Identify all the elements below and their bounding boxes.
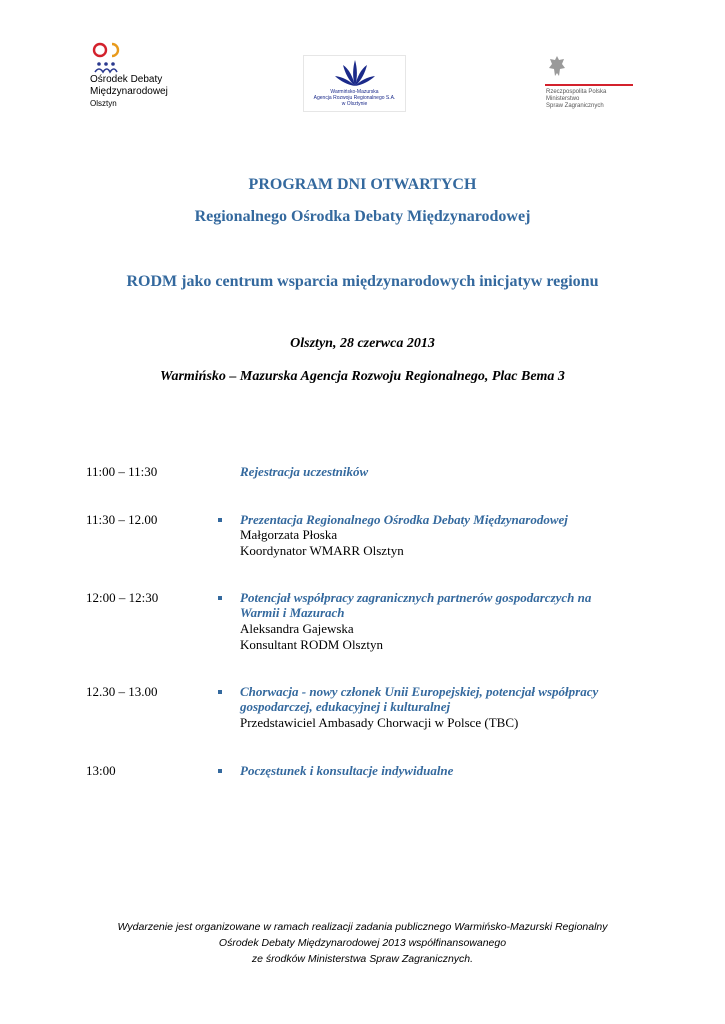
wmarr-logo-line2: Agencja Rozwoju Regionalnego S.A. bbox=[313, 95, 396, 101]
bullet-icon bbox=[217, 596, 225, 604]
bullet-icon bbox=[217, 769, 225, 777]
event-theme: RODM jako centrum wsparcia międzynarodowych inicjatyw regionu bbox=[126, 273, 599, 290]
bullet-icon bbox=[217, 690, 225, 698]
msz-red-line bbox=[545, 84, 633, 86]
footer-line3: ze środków Ministerstwa Spraw Zagranicznych. bbox=[251, 953, 474, 965]
msz-logo-line1: Rzeczpospolita Polska bbox=[546, 89, 607, 95]
footer-line2: Ośrodek Debaty Międzynarodowej 2013 współfinansowanego bbox=[218, 937, 507, 949]
agenda-title-2: Prezentacja Regionalnego Ośrodka Debaty Międzynarodowej bbox=[240, 512, 568, 527]
wmarr-flower-icon bbox=[334, 59, 376, 87]
agenda-speaker-2: Małgorzata Płoska bbox=[240, 527, 338, 542]
program-title: PROGRAM DNI OTWARTYCH bbox=[248, 176, 477, 193]
msz-logo-line2: Ministerstwo bbox=[546, 96, 580, 102]
odm-logo-mark-icon bbox=[90, 40, 134, 74]
program-subtitle: Regionalnego Ośrodka Debaty Międzynarodowej bbox=[194, 208, 531, 225]
agenda-speaker-3: Aleksandra Gajewska bbox=[240, 621, 354, 636]
agenda-time-3: 12:00 – 12:30 bbox=[86, 590, 159, 605]
odm-logo bbox=[90, 40, 200, 112]
footer-line1: Wydarzenie jest organizowane w ramach realizacji zadania publicznego Warmińsko-Mazurski Regionalny bbox=[117, 921, 608, 933]
wmarr-logo bbox=[303, 55, 406, 112]
msz-logo-line3: Spraw Zagranicznych bbox=[546, 103, 604, 109]
event-place: Warmińsko – Mazurska Agencja Rozwoju Regionalnego, Plac Bema 3 bbox=[160, 369, 565, 384]
odm-logo-line1: Ośrodek Debaty bbox=[90, 74, 163, 85]
agenda-speaker-4: Przedstawiciel Ambasady Chorwacji w Polsce (TBC) bbox=[240, 715, 519, 730]
agenda-role-2: Koordynator WMARR Olsztyn bbox=[240, 543, 404, 558]
agenda-title-4-line1: Chorwacja - nowy członek Unii Europejskiej, potencjał współpracy bbox=[240, 684, 599, 699]
agenda-title-4-line2: gospodarczej, edukacyjnej i kulturalnej bbox=[240, 699, 451, 714]
agenda-time-2: 11:30 – 12.00 bbox=[86, 512, 158, 527]
agenda-role-3: Konsultant RODM Olsztyn bbox=[240, 637, 383, 652]
odm-logo-line2: Międzynarodowej bbox=[90, 86, 168, 97]
agenda-title-1: Rejestracja uczestników bbox=[240, 464, 369, 479]
msz-logo bbox=[535, 50, 637, 112]
agenda-time-1: 11:00 – 11:30 bbox=[86, 464, 158, 479]
agenda-title-3-line2: Warmii i Mazurach bbox=[240, 605, 345, 620]
wmarr-logo-line3: w Olsztynie bbox=[341, 101, 368, 107]
odm-logo-line3: Olsztyn bbox=[90, 99, 117, 108]
agenda-title-3-line1: Potencjał współpracy zagranicznych partnerów gospodarczych na bbox=[240, 590, 592, 605]
eagle-emblem-icon bbox=[547, 54, 567, 80]
event-date: Olsztyn, 28 czerwca 2013 bbox=[290, 336, 435, 351]
wmarr-logo-line1: Warmińsko-Mazurska bbox=[330, 89, 379, 95]
agenda-time-5: 13:00 bbox=[86, 763, 116, 778]
agenda-time-4: 12.30 – 13.00 bbox=[86, 684, 158, 699]
bullet-icon bbox=[217, 518, 225, 526]
agenda-title-5: Poczęstunek i konsultacje indywidualne bbox=[240, 763, 454, 778]
footer-note bbox=[0, 919, 725, 967]
